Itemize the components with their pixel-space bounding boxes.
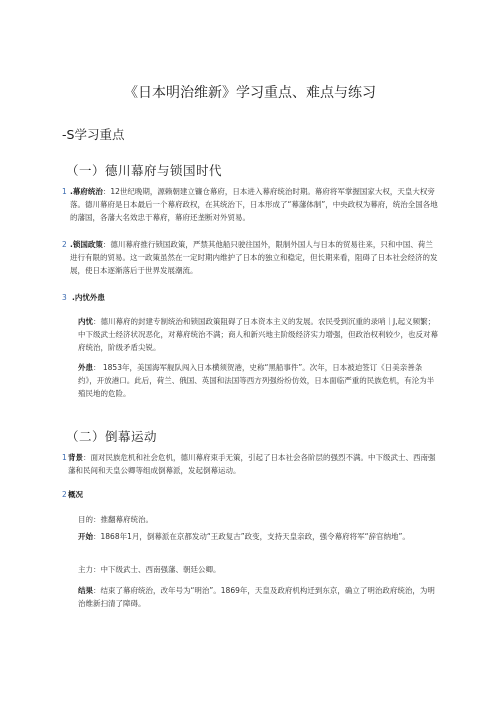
paragraph-text: ： 1853年，美国海军舰队闯入日本横须贺港，史称“黑船事件”。次年，日本被迫签订《日美亲善条约》，开放港口。此后，荷兰、俄国、英国和法国等西方列强纷纷仿效，日本面临严重的民族危机，有沦为半殖民地的危险。 [78, 363, 435, 398]
item-number: 1 [62, 453, 67, 462]
term-label: .内忧外患 [72, 293, 105, 302]
item-number: 1 [62, 187, 67, 196]
item-number: 3 [62, 293, 67, 302]
paragraph-troubles [72, 291, 432, 304]
paragraph-internal [78, 315, 438, 354]
paragraph-goal [78, 513, 438, 526]
paragraph-isolation [70, 238, 440, 277]
item-number: 2 [62, 240, 67, 249]
paragraph-text: ：1868年1月，倒幕派在京都发动“王政复古”政变，支持天皇亲政，强令幕府将军“辞官纳地”。 [93, 532, 410, 541]
section-label: -S学习重点 [62, 127, 125, 142]
term-label: 概况 [68, 490, 83, 499]
item-number: 2 [62, 490, 67, 499]
term-label: 外患 [78, 363, 93, 372]
paragraph-result [78, 584, 440, 610]
page-title: 《日本明治维新》学习重点、难点与练习 [124, 85, 376, 101]
paragraph-overview [68, 488, 440, 501]
paragraph-text: ：结束了幕府统治，改年号为“明治”。1869年，天皇及政府机构迁到东京，确立了明治政府统治，为明治维新扫清了障碍。 [78, 586, 435, 608]
heading-part2: （二）倒幕运动 [66, 429, 158, 444]
term-label: 内忧 [78, 317, 93, 326]
heading-part1: （一）德川幕府与锁国时代 [66, 163, 223, 178]
term-label: 目的 [78, 515, 93, 524]
term-label: 主力 [78, 565, 93, 574]
paragraph-text: ：12世纪晚期，源赖朝建立镰仓幕府，日本进入幕府统治时期。幕府将军掌握国家大权，天皇大权旁落。德川幕府是日本最后一个幕府政权，在其统治下，日本形成了“幕藩体制”，中央政权为幕府，统治全国各地的藩国，各藩大名效忠于幕府，幕府还垄断对外贸易。 [70, 187, 438, 222]
paragraph-text: ：德川幕府推行锁国政策，严禁其他船只驶往国外，限制外国人与日本的贸易往来，只和中国、荷兰进行有限的贸易。这一政策虽然在一定时期内维护了日本的独立和稳定，但长期来看，阻碍了日本社会经济的发展，使日本逐渐落后于世界发展潮流。 [70, 240, 438, 275]
term-label: 开始 [78, 532, 93, 541]
term-label: .幕府统治 [70, 187, 103, 196]
paragraph-external [78, 361, 440, 400]
paragraph-start [78, 530, 440, 543]
paragraph-text: ：德川幕府的封建专制统治和锁国政策阻碍了日本资本主义的发展。农民受到沉重的录哨｜J,起义频繁；中下级武士经济状况恶化，对幕府统治不满；商人和新兴地主阶级经济实力增强，但政治权利较少，也反对幕府统治，阶级矛盾尖锐。 [78, 317, 438, 352]
paragraph-text: ：面对民族危机和社会危机，德川幕府束手无策，引起了日本社会各阶层的强烈不满。中下级武士、西南强藩和民间和天皇公卿等组成倒幕派，发起倒幕运动。 [68, 453, 436, 475]
term-label: 背景 [68, 453, 83, 462]
paragraph-text: ：推翻幕府统治。 [93, 515, 153, 524]
term-label: .锁国政策 [70, 240, 103, 249]
term-label: 结果 [78, 586, 93, 595]
paragraph-force [78, 563, 438, 576]
paragraph-text: ：中下级武士、西南强藩、朝廷公卿。 [93, 565, 221, 574]
paragraph-background [68, 451, 440, 477]
paragraph-shogunate [70, 185, 440, 224]
